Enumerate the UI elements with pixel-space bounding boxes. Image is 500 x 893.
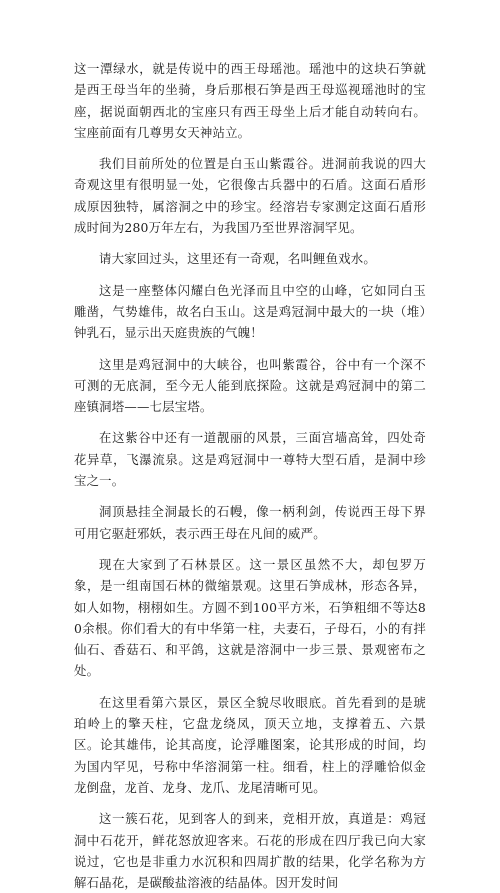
- paragraph-3: 请大家回过头，这里还有一奇观，名叫鲤鱼戏水。: [99, 251, 376, 267]
- paragraph-8: 现在大家到了石林景区。这一景区虽然不大，却包罗万象，是一组南国石林的微缩景观。这里石笋成林，形态各异，如人如物，栩栩如生。方圆不到100平方米，石笋粗细不等达80余根。你们看大的有中华第一柱，夫妻石，子母石，小的有拌仙石、香菇石、和平鸽，这就是溶洞中一步三景、景观密布之处。: [74, 556, 426, 679]
- paragraph-5: 这里是鸡冠洞中的大峡谷，也叫紫霞谷，谷中有一个深不可测的无底洞，至今无人能到底探险。这就是鸡冠洞中的第二座镇洞塔——七层宝塔。: [74, 356, 426, 415]
- paragraph-6: 在这紫谷中还有一道靓丽的风景，三面宫墙高耸，四处奇花异草，飞瀑流泉。这是鸡冠洞中一尊特大型石盾，是洞中珍宝之一。: [74, 430, 426, 489]
- paragraph-9: 在这里看第六景区，景区全貌尽收眼底。首先看到的是琥珀岭上的擎天柱，它盘龙绕凤，顶天立地，支撑着五、六景区。论其雄伟，论其高度，论浮雕图案，论其形成的时间，均为国内罕见，号称中华溶洞第一柱。细看，柱上的浮雕恰似金龙倒盘，龙首、龙身、龙爪、龙尾清晰可见。: [74, 694, 426, 795]
- paragraph-7: 洞顶悬挂全洞最长的石幔，像一柄利剑，传说西王母下界可用它驱赶邪妖，表示西王母在凡间的威严。: [74, 504, 426, 541]
- paragraph-4: 这是一座整体闪耀白色光泽而且中空的山峰，它如同白玉雕凿，气势雄伟，故名白玉山。这是鸡冠洞中最大的一块（堆）钟乳石，显示出天庭贵族的气魄！: [74, 282, 426, 341]
- paragraph-10: 这一簇石花，见到客人的到来，竞相开放，真道是：鸡冠洞中石花开，鲜花怒放迎客来。石花的形成在四厅我已向大家说过，它也是非重力水沉积和四周扩散的结果，化学名称为方解石晶花，是碳酸盐溶液的结晶体。因开发时间: [74, 811, 426, 891]
- paragraph-1: 这一潭绿水，就是传说中的西王母瑶池。瑶池中的这块石笋就是西王母当年的坐骑，身后那根石笋是西王母巡视瑶池时的宝座，据说面朝西北的宝座只有西王母坐上后才能自动转向右。宝座前面有几尊男女天神站立。: [74, 61, 426, 140]
- paragraph-2: 我们目前所处的位置是白玉山紫霞谷。进洞前我说的四大奇观这里有很明显一处，它很像古兵器中的石盾。这面石盾形成原因独特，属溶洞之中的珍宝。经溶岩专家测定这面石盾形成时间为280万年左右，为我国乃至世界溶洞罕见。: [74, 156, 426, 236]
